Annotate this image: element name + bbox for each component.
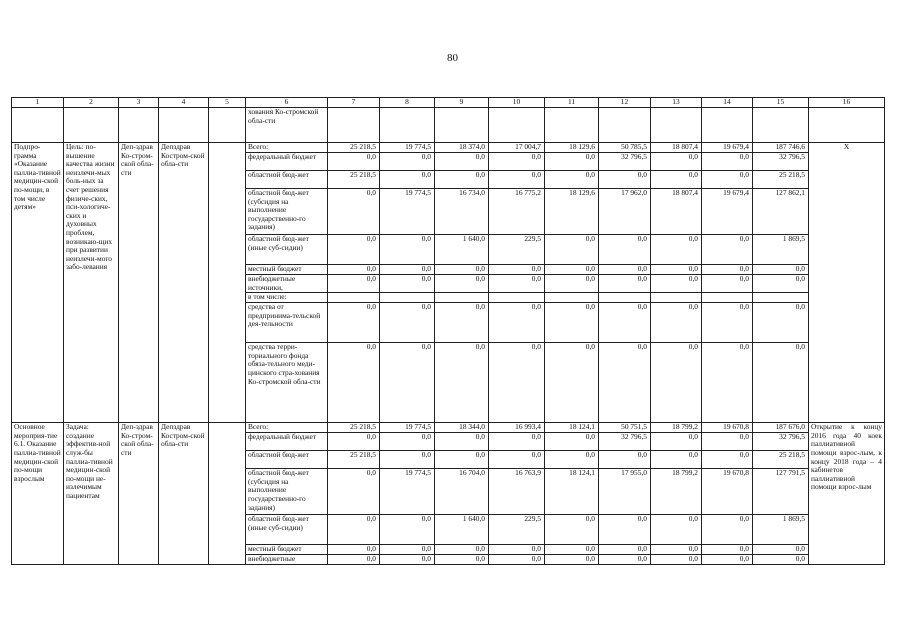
amount-cell: 1 869,5 <box>753 235 809 265</box>
amount-cell: 0,0 <box>651 171 702 189</box>
amount-cell: 0,0 <box>702 153 753 171</box>
amount-cell: 0,0 <box>651 451 702 469</box>
amount-cell: 0,0 <box>651 433 702 451</box>
amount-cell: 17 004,7 <box>489 143 545 153</box>
amount-cell: 19 679,4 <box>702 143 753 153</box>
empty-cell <box>119 108 159 143</box>
amount-cell: 0,0 <box>651 343 702 423</box>
empty-cell <box>328 108 380 143</box>
amount-cell: 0,0 <box>380 433 435 451</box>
amount-cell: 18 129,6 <box>545 143 599 153</box>
column-number-header: 13 <box>651 98 702 108</box>
amount-cell: 0,0 <box>599 171 651 189</box>
amount-cell: 0,0 <box>489 555 545 565</box>
amount-cell: 0,0 <box>753 555 809 565</box>
amount-cell: 0,0 <box>702 303 753 343</box>
amount-cell: 16 704,0 <box>435 469 489 515</box>
amount-cell: 0,0 <box>328 469 380 515</box>
amount-cell: 0,0 <box>328 555 380 565</box>
column-number-header: 8 <box>380 98 435 108</box>
funding-source-label: внебюджетные источники, <box>246 275 328 293</box>
carry-over-label: хования Ко-стромской обла-сти <box>246 108 328 143</box>
funding-source-label: внебюджетные <box>246 555 328 565</box>
amount-cell: 0,0 <box>753 303 809 343</box>
amount-cell: 0,0 <box>328 515 380 545</box>
amount-cell: 127 791,5 <box>753 469 809 515</box>
amount-cell: 0,0 <box>545 555 599 565</box>
amount-cell: 0,0 <box>753 265 809 275</box>
amount-cell: 0,0 <box>380 275 435 293</box>
amount-cell: 32 796,5 <box>753 433 809 451</box>
empty-cell <box>545 108 599 143</box>
amount-cell: 17 955,0 <box>599 469 651 515</box>
amount-cell <box>380 293 435 303</box>
table-body <box>12 108 885 565</box>
amount-cell: 18 124,1 <box>545 423 599 433</box>
amount-cell: 0,0 <box>753 343 809 423</box>
amount-cell: 18 124,1 <box>545 469 599 515</box>
amount-cell: 0,0 <box>545 451 599 469</box>
amount-cell <box>599 293 651 303</box>
amount-cell: 0,0 <box>599 343 651 423</box>
budget-table <box>11 97 885 565</box>
amount-cell: 18 799,2 <box>651 469 702 515</box>
amount-cell: 0,0 <box>702 265 753 275</box>
amount-cell: 0,0 <box>702 275 753 293</box>
amount-cell: 0,0 <box>651 235 702 265</box>
empty-cell <box>159 108 209 143</box>
empty-cell <box>651 108 702 143</box>
column-number-header: 9 <box>435 98 489 108</box>
empty-cell <box>753 108 809 143</box>
amount-cell: 0,0 <box>599 451 651 469</box>
amount-cell: 0,0 <box>380 515 435 545</box>
amount-cell: 18 374,0 <box>435 143 489 153</box>
amount-cell: 0,0 <box>328 153 380 171</box>
amount-cell: 0,0 <box>651 303 702 343</box>
amount-cell: 18 807,4 <box>651 143 702 153</box>
amount-cell: 0,0 <box>380 235 435 265</box>
amount-cell: 0,0 <box>651 275 702 293</box>
column-number-row <box>12 98 885 108</box>
amount-cell: 0,0 <box>328 275 380 293</box>
funding-source-label: областной бюд-жет <box>246 451 328 469</box>
amount-cell: 25 218,5 <box>328 171 380 189</box>
amount-cell: 1 640,0 <box>435 235 489 265</box>
amount-cell: 32 796,5 <box>599 153 651 171</box>
empty-cell <box>809 108 885 143</box>
amount-cell: 1 869,5 <box>753 515 809 545</box>
amount-cell: 0,0 <box>599 235 651 265</box>
amount-cell <box>435 293 489 303</box>
amount-cell: 32 796,5 <box>753 153 809 171</box>
column-number-header: 7 <box>328 98 380 108</box>
goal-text: Задача: создание эффектив-ной служ-бы паллиа-тивной медицин-ской по-мощи не-излечимым пациентам <box>64 423 119 565</box>
funding-source-label: средства от предпринима-тельской дея-тельности <box>246 303 328 343</box>
column-number-header: 10 <box>489 98 545 108</box>
amount-cell: 0,0 <box>545 433 599 451</box>
amount-cell: 0,0 <box>489 545 545 555</box>
budget-table-container <box>11 97 884 565</box>
amount-cell: 0,0 <box>328 189 380 235</box>
empty-cell <box>64 108 119 143</box>
amount-cell <box>545 293 599 303</box>
column-number-header: 4 <box>159 98 209 108</box>
program-name: Подпро-грамма «Оказание паллиа-тивной медицин-ской по-мощи, в том числе детям» <box>12 143 64 423</box>
amount-cell: 25 218,5 <box>753 171 809 189</box>
amount-cell: 0,0 <box>545 515 599 545</box>
amount-cell: 0,0 <box>328 545 380 555</box>
funding-source-label: областной бюд-жет (субсидия на выполнение государственно-го задания) <box>246 469 328 515</box>
column-number-header: 12 <box>599 98 651 108</box>
amount-cell: 0,0 <box>328 303 380 343</box>
funding-source-label: местный бюджет <box>246 545 328 555</box>
amount-cell: 16 763,9 <box>489 469 545 515</box>
amount-cell: 0,0 <box>599 303 651 343</box>
amount-cell: 0,0 <box>489 343 545 423</box>
amount-cell: 0,0 <box>328 343 380 423</box>
amount-cell <box>489 293 545 303</box>
column-number-header: 1 <box>12 98 64 108</box>
amount-cell: 19 774,5 <box>380 423 435 433</box>
amount-cell: 0,0 <box>599 555 651 565</box>
column-5-cell <box>209 143 246 423</box>
program-name: Основное мероприя-тие 6.1. Оказание паллиа-тивной медицин-ской по-мощи взрослым <box>12 423 64 565</box>
amount-cell: 127 862,1 <box>753 189 809 235</box>
amount-cell: 18 344,0 <box>435 423 489 433</box>
amount-cell: 0,0 <box>435 545 489 555</box>
amount-cell: 0,0 <box>380 343 435 423</box>
amount-cell: 0,0 <box>435 265 489 275</box>
amount-cell: 0,0 <box>545 343 599 423</box>
amount-cell: 0,0 <box>489 171 545 189</box>
amount-cell: 0,0 <box>328 433 380 451</box>
amount-cell: 0,0 <box>702 235 753 265</box>
amount-cell <box>753 293 809 303</box>
amount-cell: 0,0 <box>489 153 545 171</box>
amount-cell: 50 785,5 <box>599 143 651 153</box>
expected-result: X <box>809 143 885 423</box>
column-number-header: 11 <box>545 98 599 108</box>
funding-source-label: федеральный бюджет <box>246 153 328 171</box>
amount-cell: 0,0 <box>651 515 702 545</box>
column-number-header: 15 <box>753 98 809 108</box>
amount-cell: 0,0 <box>702 545 753 555</box>
amount-cell: 18 799,2 <box>651 423 702 433</box>
amount-cell: 0,0 <box>328 235 380 265</box>
column-number-header: 14 <box>702 98 753 108</box>
amount-cell: 17 962,0 <box>599 189 651 235</box>
amount-cell: 0,0 <box>545 303 599 343</box>
amount-cell: 0,0 <box>489 265 545 275</box>
funding-source-label: в том числе: <box>246 293 328 303</box>
amount-cell: 0,0 <box>435 303 489 343</box>
amount-cell: 25 218,5 <box>328 451 380 469</box>
amount-cell: 50 751,5 <box>599 423 651 433</box>
amount-cell: 0,0 <box>380 265 435 275</box>
table-row <box>12 423 885 433</box>
funding-source-label: местный бюджет <box>246 265 328 275</box>
amount-cell: 0,0 <box>545 153 599 171</box>
column-number-header: 16 <box>809 98 885 108</box>
amount-cell: 18 807,4 <box>651 189 702 235</box>
amount-cell <box>702 293 753 303</box>
amount-cell: 0,0 <box>702 433 753 451</box>
amount-cell: 0,0 <box>380 555 435 565</box>
amount-cell: 0,0 <box>435 275 489 293</box>
empty-cell <box>12 108 64 143</box>
amount-cell: 0,0 <box>380 451 435 469</box>
empty-cell <box>599 108 651 143</box>
funding-source-label: Всего: <box>246 423 328 433</box>
goal-text: Цель: по-вышение качества жизни неизлечи-мых боль-ных за счет решения физиче-ских, пси-хологиче-ских и духовных проблем, возникаю-щих при развитии неизлечи-мого забо-левания <box>64 143 119 423</box>
amount-cell: 0,0 <box>489 451 545 469</box>
amount-cell: 16 993,4 <box>489 423 545 433</box>
amount-cell: 19 774,5 <box>380 143 435 153</box>
executor: Деп-здрав Ко-стром-ской обла-сти <box>119 143 159 423</box>
amount-cell: 0,0 <box>435 451 489 469</box>
empty-cell <box>435 108 489 143</box>
amount-cell: 187 676,0 <box>753 423 809 433</box>
amount-cell: 0,0 <box>599 265 651 275</box>
amount-cell: 0,0 <box>380 545 435 555</box>
amount-cell: 0,0 <box>328 265 380 275</box>
amount-cell: 0,0 <box>380 171 435 189</box>
amount-cell: 0,0 <box>599 275 651 293</box>
amount-cell: 0,0 <box>435 153 489 171</box>
amount-cell: 19 679,4 <box>702 189 753 235</box>
column-number-header: 5 <box>209 98 246 108</box>
amount-cell: 0,0 <box>380 303 435 343</box>
funding-source-label: областной бюд-жет <box>246 171 328 189</box>
amount-cell: 0,0 <box>702 451 753 469</box>
empty-cell <box>702 108 753 143</box>
column-number-header: 2 <box>64 98 119 108</box>
amount-cell: 0,0 <box>599 515 651 545</box>
funding-source-label: федеральный бюджет <box>246 433 328 451</box>
amount-cell: 0,0 <box>599 545 651 555</box>
amount-cell: 0,0 <box>753 275 809 293</box>
amount-cell: 229,5 <box>489 515 545 545</box>
amount-cell: 0,0 <box>545 265 599 275</box>
amount-cell: 0,0 <box>702 343 753 423</box>
amount-cell: 0,0 <box>651 265 702 275</box>
funding-source-label: Всего: <box>246 143 328 153</box>
amount-cell: 0,0 <box>435 171 489 189</box>
funding-source-label: областной бюд-жет (иные суб-сидии) <box>246 515 328 545</box>
amount-cell: 1 640,0 <box>435 515 489 545</box>
co-executor: Депздрав Костром-ской обла-сти <box>159 143 209 423</box>
column-number-header: 6 <box>246 98 328 108</box>
executor: Деп-здрав Ко-стром-ской обла-сти <box>119 423 159 565</box>
amount-cell: 229,5 <box>489 235 545 265</box>
amount-cell: 0,0 <box>651 555 702 565</box>
page-number: 80 <box>447 52 458 64</box>
amount-cell: 32 796,5 <box>599 433 651 451</box>
amount-cell: 0,0 <box>435 343 489 423</box>
amount-cell: 0,0 <box>489 275 545 293</box>
amount-cell: 0,0 <box>651 153 702 171</box>
amount-cell: 0,0 <box>489 433 545 451</box>
amount-cell: 0,0 <box>380 153 435 171</box>
amount-cell: 19 670,8 <box>702 423 753 433</box>
amount-cell <box>328 293 380 303</box>
amount-cell: 25 218,5 <box>328 423 380 433</box>
amount-cell: 0,0 <box>545 545 599 555</box>
amount-cell: 0,0 <box>753 545 809 555</box>
amount-cell: 0,0 <box>435 555 489 565</box>
amount-cell: 19 774,5 <box>380 469 435 515</box>
amount-cell: 187 746,6 <box>753 143 809 153</box>
amount-cell: 18 129,6 <box>545 189 599 235</box>
expected-result: Открытие к концу 2016 года 40 коек паллиативной помощи взрос-лым, к концу 2018 года – 4 кабинетов паллиативной помощи взрос-лым <box>809 423 885 565</box>
funding-source-label: областной бюд-жет (субсидия на выполнение государственно-го задания) <box>246 189 328 235</box>
amount-cell: 16 734,0 <box>435 189 489 235</box>
co-executor: Депздрав Костром-ской обла-сти <box>159 423 209 565</box>
amount-cell: 0,0 <box>702 515 753 545</box>
amount-cell: 19 670,8 <box>702 469 753 515</box>
amount-cell: 0,0 <box>545 235 599 265</box>
amount-cell: 0,0 <box>545 275 599 293</box>
table-row <box>12 143 885 153</box>
empty-cell <box>380 108 435 143</box>
amount-cell: 0,0 <box>545 171 599 189</box>
amount-cell: 0,0 <box>489 303 545 343</box>
empty-cell <box>489 108 545 143</box>
amount-cell: 0,0 <box>435 433 489 451</box>
column-number-header: 3 <box>119 98 159 108</box>
amount-cell: 0,0 <box>702 171 753 189</box>
funding-source-label: областной бюд-жет (иные суб-сидии) <box>246 235 328 265</box>
amount-cell <box>651 293 702 303</box>
column-5-cell <box>209 423 246 565</box>
funding-source-label: средства терри-ториального фонда обяза-тельного меди-цинского стра-хования Ко-стромской обла-сти <box>246 343 328 423</box>
amount-cell: 25 218,5 <box>328 143 380 153</box>
amount-cell: 25 218,5 <box>753 451 809 469</box>
amount-cell: 19 774,5 <box>380 189 435 235</box>
carry-over-row <box>12 108 885 143</box>
amount-cell: 16 775,2 <box>489 189 545 235</box>
amount-cell: 0,0 <box>651 545 702 555</box>
empty-cell <box>209 108 246 143</box>
amount-cell: 0,0 <box>702 555 753 565</box>
